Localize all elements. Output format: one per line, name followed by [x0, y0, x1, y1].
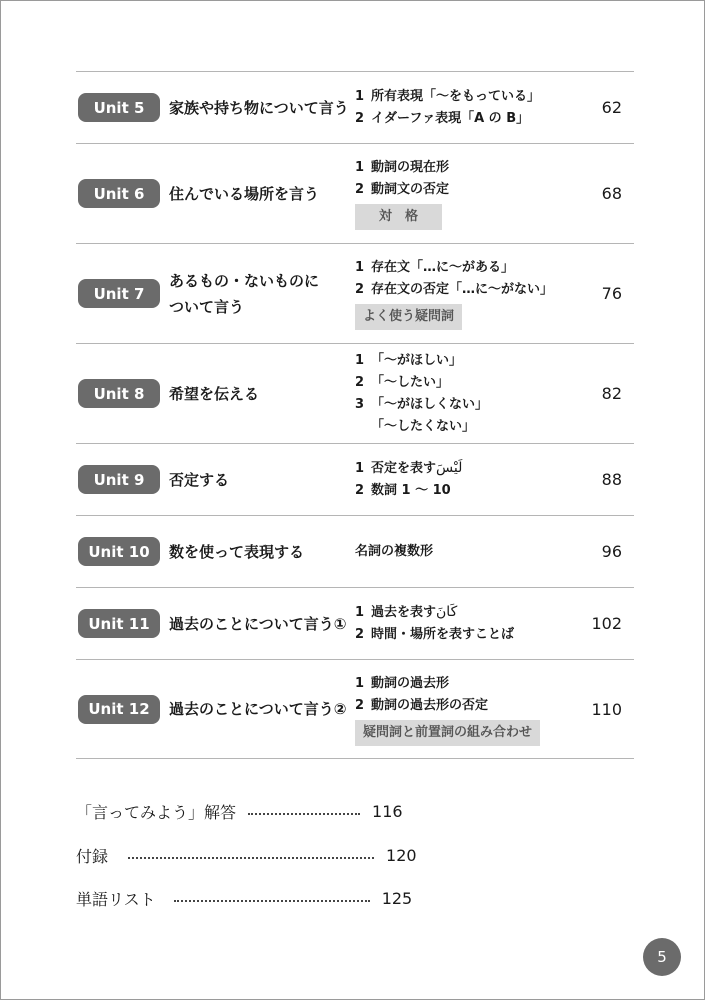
toc-row-unit-11[interactable] [76, 587, 634, 659]
leader-dots [248, 813, 360, 815]
page-number-ref: 82 [601, 384, 622, 403]
extra-page: 125 [381, 889, 413, 908]
extra-page: 120 [386, 846, 417, 865]
unit-topics [355, 86, 585, 130]
toc-row-unit-12[interactable] [76, 659, 634, 759]
page-number-ref: 96 [601, 542, 622, 561]
unit-badge: Unit 5 [78, 93, 160, 122]
extra-entry-answers[interactable] [76, 800, 403, 823]
topic-item: 3 「〜がほしくない」 [355, 396, 489, 412]
topic-item: 2 イダーファ表現「A の B」 [355, 110, 530, 126]
unit-topics [355, 157, 585, 230]
page-number-ref: 62 [601, 98, 622, 117]
unit-topics [355, 350, 585, 438]
toc-row-unit-9[interactable] [76, 443, 634, 515]
unit-badge: Unit 10 [78, 537, 160, 566]
page-number-ref: 102 [591, 614, 622, 633]
extra-entry-word-list[interactable] [76, 887, 412, 910]
unit-title: 否定する [169, 470, 230, 489]
unit-title: 過去のことについて言う① [169, 614, 347, 633]
arabic-word: لَيْسَ [436, 460, 463, 476]
extra-label: 付録 [76, 847, 109, 866]
leader-dots [174, 900, 370, 902]
topic-item: 名詞の複数形 [355, 543, 434, 559]
page-number-ref: 110 [591, 699, 622, 719]
unit-topics [355, 541, 585, 563]
unit-title: 希望を伝える [169, 384, 260, 403]
unit-badge: Unit 12 [78, 695, 160, 724]
extra-entry-appendix[interactable] [76, 844, 417, 867]
topic-item: 1 否定を表すلَيْسَ [355, 460, 463, 476]
unit-topics [355, 257, 585, 330]
unit-title: 数を使って表現する [169, 542, 305, 561]
topic-item: 1 存在文「…に〜がある」 [355, 260, 515, 275]
arabic-word: كَانَ [436, 604, 458, 620]
unit-topics [355, 601, 585, 646]
topic-tag: 対 格 [355, 204, 442, 230]
topic-item: 2 動詞の過去形の否定 [355, 697, 489, 713]
topic-item: 1 「〜がほしい」 [355, 352, 463, 368]
extra-page: 116 [372, 802, 403, 821]
unit-title: あるもの・ないものに ついて言う [169, 271, 320, 316]
toc-row-unit-6[interactable] [76, 143, 634, 243]
toc-row-unit-7[interactable] [76, 243, 634, 343]
topic-item: 2 存在文の否定「…に〜がない」 [355, 282, 554, 297]
page-number-ref: 76 [601, 284, 622, 303]
unit-title: 家族や持ち物について言う [169, 98, 349, 117]
unit-badge: Unit 8 [78, 379, 160, 408]
unit-badge: Unit 6 [78, 179, 160, 208]
topic-item: 1 所有表現「〜をもっている」 [355, 88, 541, 104]
table-of-contents [76, 71, 634, 759]
page-number-ref: 88 [601, 470, 622, 489]
topic-item: 1 動詞の過去形 [355, 675, 450, 691]
topic-item: 「〜したくない」 [371, 418, 476, 434]
topic-item: 1 過去を表すكَانَ [355, 604, 458, 620]
unit-badge: Unit 9 [78, 465, 160, 494]
topic-item: 2 「〜したい」 [355, 374, 450, 390]
toc-row-unit-10[interactable] [76, 515, 634, 587]
extra-label: 「言ってみよう」解答 [76, 803, 237, 822]
topic-item: 2 数詞 1 〜 10 [355, 483, 451, 498]
unit-badge: Unit 11 [78, 609, 160, 638]
extra-label: 単語リスト [76, 890, 156, 909]
topic-tag: 疑問詞と前置詞の組み合わせ [355, 720, 540, 746]
topic-tag: よく使う疑問詞 [355, 304, 462, 330]
unit-topics [355, 673, 585, 746]
page-number-ref: 68 [601, 184, 622, 203]
unit-badge: Unit 7 [78, 279, 160, 308]
topic-item: 2 時間・場所を表すことば [355, 627, 515, 642]
unit-title: 住んでいる場所を言う [169, 184, 320, 203]
page-number-circle: 5 [643, 938, 681, 976]
unit-title: 過去のことについて言う② [169, 700, 347, 718]
leader-dots [128, 857, 374, 859]
topic-item: 2 動詞文の否定 [355, 182, 450, 197]
unit-topics [355, 457, 585, 502]
topic-item: 1 動詞の現在形 [355, 160, 450, 175]
toc-row-unit-8[interactable] [76, 343, 634, 443]
toc-row-unit-5[interactable] [76, 71, 634, 143]
